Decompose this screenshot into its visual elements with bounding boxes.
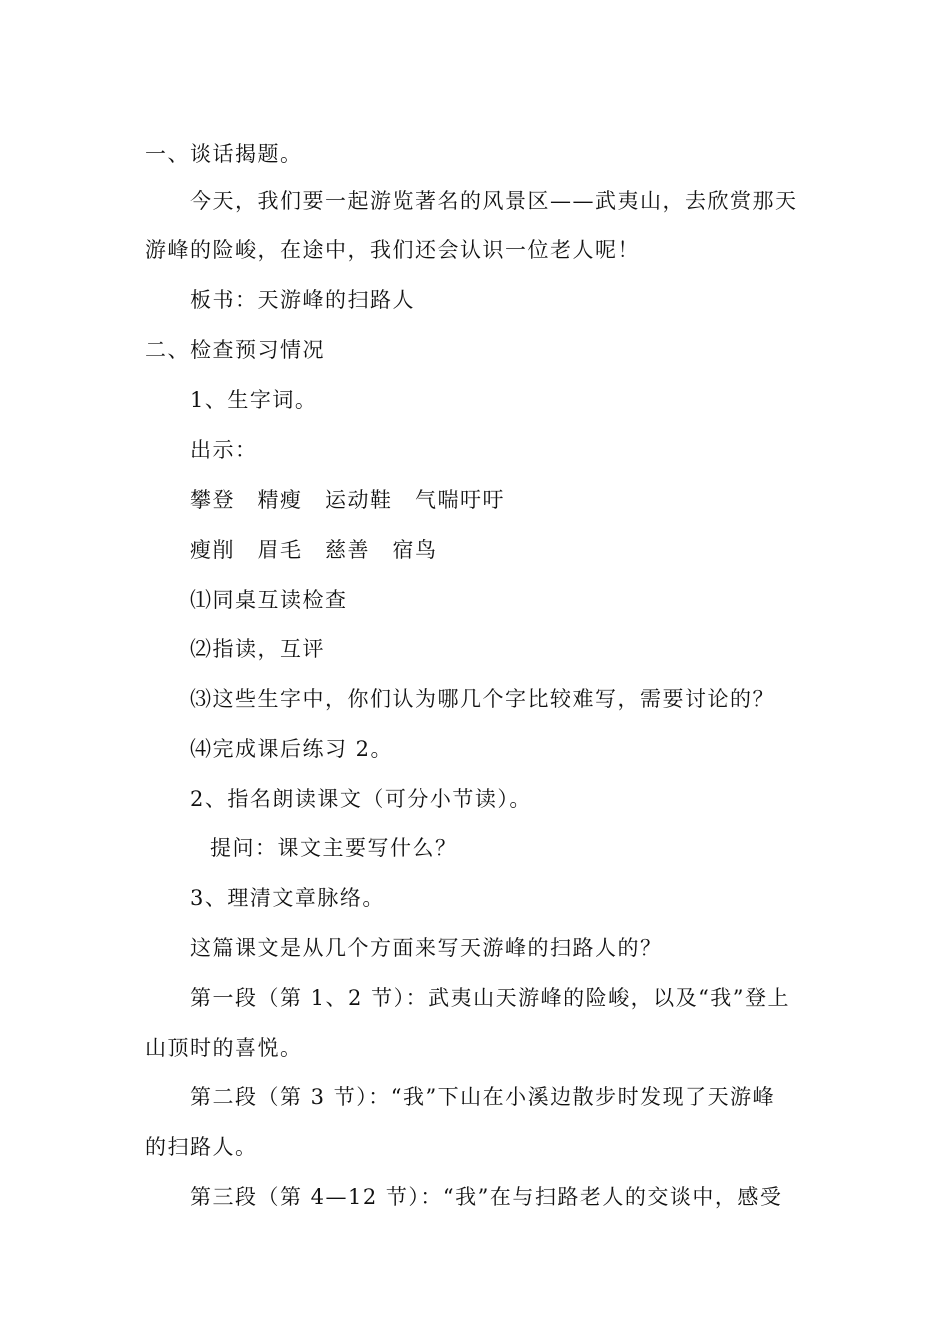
- words-row-2: 瘦削 眉毛 慈善 宿鸟: [190, 538, 438, 562]
- intro-line-2: 游峰的险峻，在途中，我们还会认识一位老人呢！: [145, 238, 640, 262]
- words-row-1: 攀登 精瘦 运动鞋 气喘吁吁: [190, 488, 505, 512]
- item-2: 2、指名朗读课文（可分小节读）。: [190, 787, 532, 811]
- para-1-line-1: 第一段（第 1、2 节）：武夷山天游峰的险峻，以及“我”登上: [190, 986, 791, 1010]
- structure-question: 这篇课文是从几个方面来写天游峰的扫路人的？: [190, 936, 663, 960]
- section-2-heading: 二、检查预习情况: [145, 338, 325, 362]
- show-label: 出示：: [190, 438, 258, 462]
- step-3: ⑶这些生字中，你们认为哪几个字比较难写，需要讨论的？: [190, 687, 775, 711]
- intro-line-1: 今天，我们要一起游览著名的风景区——武夷山，去欣赏那天: [190, 189, 798, 213]
- para-3-line-1: 第三段（第 4—12 节）：“我”在与扫路老人的交谈中，感受: [190, 1185, 783, 1209]
- para-1-line-2: 山顶时的喜悦。: [145, 1036, 303, 1060]
- step-2: ⑵指读，互评: [190, 637, 325, 661]
- para-2-line-1: 第二段（第 3 节）：“我”下山在小溪边散步时发现了天游峰: [190, 1085, 776, 1109]
- step-4: ⑷完成课后练习 2。: [190, 737, 394, 761]
- section-1-heading: 一、谈话揭题。: [145, 142, 303, 166]
- item-3: 3、理清文章脉络。: [190, 886, 385, 910]
- item-1: 1、生字词。: [190, 388, 318, 412]
- question: 提问：课文主要写什么？: [210, 836, 458, 860]
- para-2-line-2: 的扫路人。: [145, 1135, 258, 1159]
- board-writing: 板书：天游峰的扫路人: [190, 288, 415, 312]
- step-1: ⑴同桌互读检查: [190, 588, 348, 612]
